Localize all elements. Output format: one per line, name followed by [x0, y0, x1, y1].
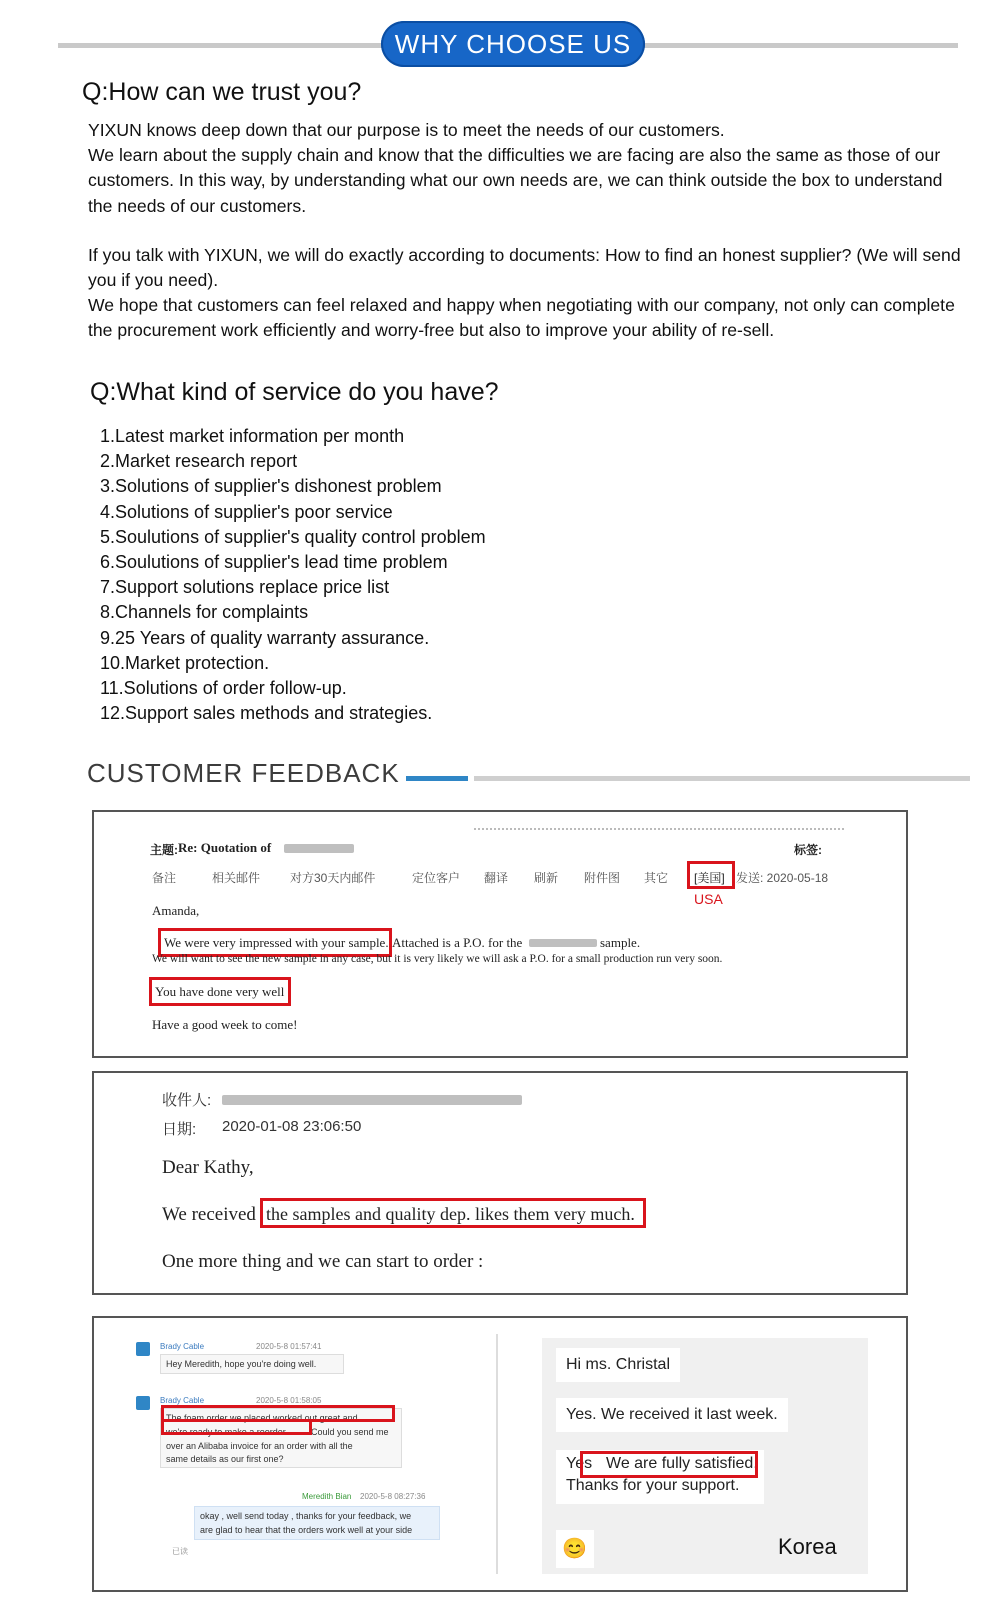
service-list [100, 424, 486, 726]
message-text: Thanks for your support. [566, 1477, 740, 1494]
email-line1-end: sample. [600, 935, 641, 950]
list-item: 5.Soulutions of supplier's quality control problem [100, 526, 486, 547]
feedback-email-usa [92, 810, 908, 1058]
toolbar-related: 相关邮件 [212, 871, 261, 885]
reply-sender: Meredith Bian [302, 1492, 352, 1501]
message-text: We are fully satisfied. [606, 1455, 758, 1472]
list-item: 12.Support sales methods and strategies. [100, 703, 433, 724]
list-item: 1.Latest market information per month [100, 426, 405, 446]
feedback-email-kathy [92, 1071, 908, 1295]
list-item: 4.Solutions of supplier's poor service [100, 501, 393, 522]
trust-paragraph-4: We hope that customers can feel relaxed and happy when negotiating with our company, not only can complete the procurement work efficiently and worry-free but also to improve your ability of re-sell. [88, 295, 955, 341]
message-time: 2020-5-8 01:58:05 [256, 1396, 322, 1405]
email-highlight-1: We were very impressed with your sample. [164, 935, 389, 950]
customer-feedback-title: CUSTOMER FEEDBACK [87, 758, 400, 788]
email-date: 2020-01-08 23:06:50 [222, 1118, 362, 1135]
sender-name: Brady Cable [160, 1396, 205, 1405]
subject: Re: Quotation of [178, 840, 272, 855]
email-greeting: Amanda, [152, 903, 200, 918]
reply-bubble [194, 1506, 440, 1540]
email-received: We received [162, 1204, 256, 1225]
header-rule-left [58, 43, 388, 48]
list-item: 2.Market research report [100, 451, 298, 472]
list-item: 10.Market protection. [100, 652, 270, 673]
highlight-box [161, 1419, 312, 1435]
list-item: 3.Solutions of supplier's dishonest problem [100, 476, 442, 497]
country-label: USA [694, 891, 723, 907]
redacted-recipient [222, 1095, 522, 1105]
chat-user-icon [136, 1342, 150, 1356]
chat-user-icon [136, 1396, 150, 1410]
smile-emoji-icon: 😊 [556, 1530, 594, 1568]
highlight-box [149, 977, 291, 1006]
divider [474, 828, 844, 830]
list-item: 11.Solutions of order follow-up. [100, 678, 347, 699]
list-item: 6.Soulutions of supplier's lead time problem [100, 552, 448, 573]
reply-time: 2020-5-8 08:27:36 [360, 1492, 426, 1501]
toolbar-30days: 对方30天内邮件 [290, 871, 376, 885]
header-rule-right [638, 43, 958, 48]
sender-name: Brady Cable [160, 1342, 205, 1351]
country-tag: [美国] [694, 871, 725, 885]
message-text: Hey Meredith, hope you're doing well. [166, 1359, 317, 1369]
toolbar-attachments: 附件图 [584, 871, 621, 885]
email-line1-rest: Attached is a P.O. for the [392, 935, 523, 950]
country-label: Korea [778, 1534, 837, 1559]
why-choose-us-badge: WHY CHOOSE US [381, 21, 645, 67]
toolbar-remark: 备注 [152, 871, 177, 885]
trust-question: Q:How can we trust you? [82, 78, 362, 106]
email-line2: We will want to see the new sample in any case, but it is very likely we will ask a P.O. for a small production run very soon. [152, 953, 723, 965]
chat-panel-right [542, 1338, 868, 1574]
toolbar-refresh: 刷新 [534, 871, 559, 885]
redacted [284, 844, 354, 853]
reply-text: okay , well send today , thanks for your feedback, we [200, 1511, 412, 1521]
highlight-box [580, 1451, 758, 1478]
subject-label: 主题: [150, 843, 178, 857]
read-status: 已读 [172, 1547, 188, 1556]
email-highlight: the samples and quality dep. likes them very much. [266, 1204, 635, 1224]
list-item: 9.25 Years of quality warranty assurance. [100, 627, 430, 648]
message-text: we're ready to make a reorder. [166, 1427, 288, 1437]
highlight-box [260, 1198, 646, 1228]
highlight-box [687, 861, 735, 889]
sent-date: 发送: 2020-05-18 [736, 871, 829, 885]
message-bubble [160, 1354, 344, 1374]
toolbar-translate: 翻译 [484, 871, 509, 885]
feedback-rule-accent [406, 776, 468, 781]
reply-text: are glad to hear that the orders work well at your side [200, 1525, 413, 1535]
toolbar-locate: 定位客户 [412, 871, 461, 885]
email-greeting: Dear Kathy, [162, 1157, 254, 1178]
list-item: 7.Support solutions replace price list [100, 577, 390, 598]
message-text: same details as our first one? [166, 1454, 284, 1464]
email-highlight-2: You have done very well [155, 984, 285, 999]
tag-label: 标签: [794, 843, 822, 857]
message-bubble: Hi ms. Christal [556, 1348, 680, 1382]
redacted [529, 939, 597, 947]
message-text: Yes [566, 1455, 593, 1472]
trust-paragraph-1: YIXUN knows deep down that our purpose is to meet the needs of our customers. [88, 120, 725, 140]
feedback-chat-korea [92, 1316, 908, 1592]
email-closing: One more thing and we can start to order : [162, 1251, 484, 1272]
date-label: 日期: [162, 1121, 197, 1138]
to-label: 收件人: [162, 1092, 212, 1109]
message-time: 2020-5-8 01:57:41 [256, 1342, 322, 1351]
trust-paragraph-2: We learn about the supply chain and know that the difficulties we are facing are also the same as those of our customers. In this way, by understanding what our own needs are, we can think outside the box to understand the needs of our customers. [88, 145, 943, 216]
email-closing: Have a good week to come! [152, 1017, 298, 1032]
trust-paragraph-3: If you talk with YIXUN, we will do exactly according to documents: How to find an honest supplier? (We will send you if you need). [88, 245, 961, 291]
service-question: Q:What kind of service do you have? [90, 378, 499, 406]
message-text: over an Alibaba invoice for an order with all the [166, 1441, 353, 1451]
toolbar-other: 其它 [644, 871, 669, 885]
message-text: The foam order we placed worked out great and [166, 1413, 358, 1423]
chat-panel-left [128, 1334, 498, 1574]
feedback-rule [474, 776, 970, 781]
message-text: Could you send me [311, 1427, 389, 1437]
list-item: 8.Channels for complaints [100, 602, 309, 623]
message-bubble: Yes. We received it last week. [556, 1398, 788, 1432]
